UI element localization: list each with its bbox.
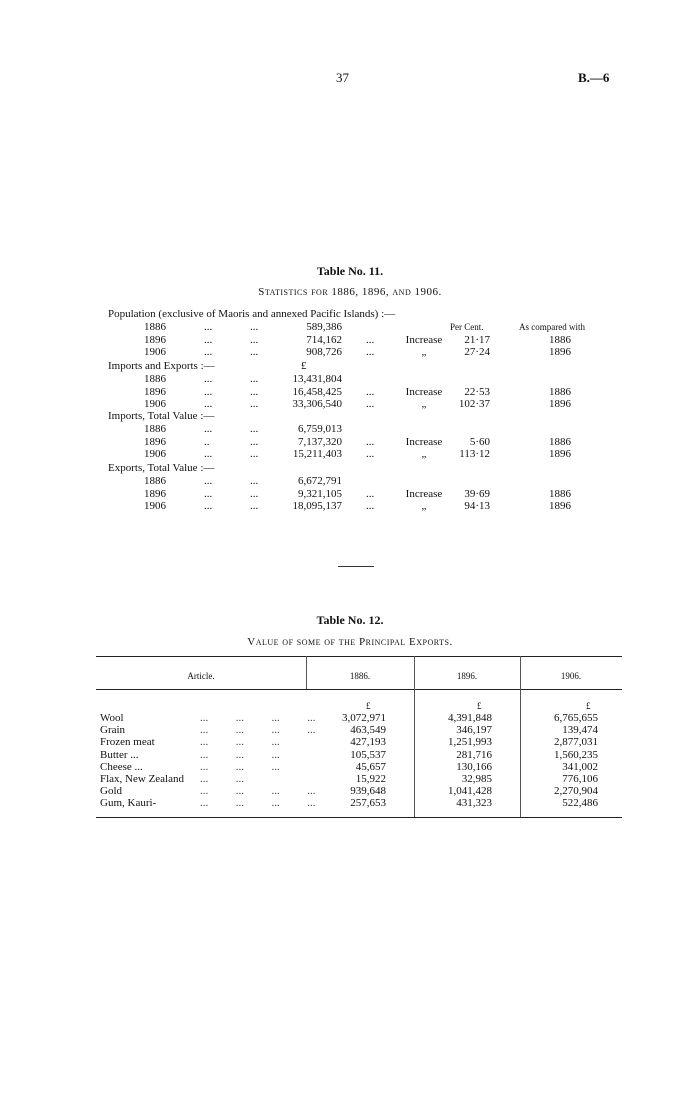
leader-dots: ...	[204, 398, 213, 410]
value-1906: 522,486	[562, 797, 598, 810]
article-name: Gum, Kauri-	[100, 797, 157, 810]
row-value: 6,759,013	[298, 423, 342, 435]
row-year: 1896	[144, 385, 166, 398]
row-change: „	[421, 398, 427, 410]
row-percent: 39·69	[464, 487, 490, 500]
leader-dots: ...	[250, 373, 259, 385]
leader-dots: ...	[366, 448, 375, 460]
row-value: 7,137,320	[298, 435, 342, 448]
row-compared: 1896	[549, 346, 571, 358]
imports-label: Imports, Total Value :—	[108, 410, 215, 422]
row-value: 13,431,804	[292, 373, 342, 385]
leader-dots: ... ... ...	[200, 736, 280, 749]
row-value: 15,211,403	[292, 448, 342, 460]
article-name: Butter ...	[100, 748, 139, 761]
row-percent: 102·37	[458, 398, 490, 410]
leader-dots: ..	[204, 435, 210, 448]
row-percent: 21·17	[464, 333, 490, 346]
row-year: 1886	[144, 373, 166, 385]
leader-dots: ...	[250, 398, 259, 410]
document-reference: B.—6	[578, 70, 610, 85]
article-name: Frozen meat	[100, 736, 155, 749]
row-compared: 1896	[549, 500, 571, 512]
leader-dots: ... ... ... ...	[200, 724, 316, 737]
currency-1886: £	[366, 701, 371, 711]
row-year: 1896	[144, 487, 166, 500]
leader-dots: ...	[250, 435, 259, 448]
leader-dots: ...	[366, 398, 375, 410]
header-1906: 1906.	[560, 671, 582, 681]
row-percent: 94·13	[464, 500, 490, 512]
row-percent: 27·24	[464, 346, 490, 358]
leader-dots: ...	[204, 475, 213, 487]
row-change: „	[421, 346, 427, 358]
currency-1896: £	[477, 701, 482, 711]
value-1886: 45,657	[355, 760, 386, 773]
row-year: 1896	[144, 435, 166, 448]
leader-dots: ... ... ... ...	[200, 785, 316, 798]
leader-dots: ...	[204, 385, 213, 398]
row-percent: 22·53	[464, 385, 490, 398]
trade-currency: £	[301, 360, 307, 372]
exports-label: Exports, Total Value :—	[108, 462, 215, 474]
row-value: 18,095,137	[292, 500, 342, 512]
row-value: 714,162	[306, 333, 342, 346]
value-1906: 341,002	[562, 760, 598, 773]
value-1886: 427,193	[350, 736, 386, 749]
row-year: 1886	[144, 475, 166, 487]
value-1906: 6,765,655	[554, 712, 598, 724]
table-11-title: Table No. 11.	[316, 264, 384, 278]
leader-dots: ...	[204, 423, 213, 435]
row-change: Increase	[405, 385, 443, 398]
value-1886: 3,072,971	[342, 712, 386, 724]
row-compared: 1886	[549, 435, 571, 448]
row-value: 33,306,540	[292, 398, 342, 410]
row-year: 1906	[144, 448, 166, 460]
value-1896: 32,985	[461, 773, 492, 785]
leader-dots: ...	[250, 475, 259, 487]
leader-dots: ...	[366, 385, 375, 398]
row-value: 16,458,425	[292, 385, 342, 398]
percent-header: Per Cent.	[450, 322, 484, 332]
value-1906: 139,474	[562, 724, 598, 737]
table-12-title: Table No. 12.	[316, 613, 384, 627]
row-year: 1906	[144, 398, 166, 410]
row-compared: 1896	[549, 448, 571, 460]
header-1896: 1896.	[456, 671, 478, 681]
leader-dots: ... ... ... ...	[200, 797, 316, 810]
leader-dots: ...	[250, 500, 259, 512]
row-value: 908,726	[306, 346, 342, 358]
value-1906: 776,106	[562, 773, 598, 785]
value-1886: 463,549	[350, 724, 386, 737]
article-name: Wool	[100, 712, 124, 724]
leader-dots: ...	[250, 385, 259, 398]
value-1886: 257,653	[350, 797, 386, 810]
leader-dots: ...	[204, 487, 213, 500]
compared-header: As compared with	[519, 322, 585, 332]
leader-dots: ...	[204, 333, 213, 346]
leader-dots: ... ...	[200, 773, 244, 785]
row-value: 589,386	[306, 321, 342, 333]
leader-dots: ...	[204, 346, 213, 358]
leader-dots: ...	[250, 423, 259, 435]
article-name: Gold	[100, 785, 122, 798]
row-value: 9,321,105	[298, 487, 342, 500]
leader-dots: ...	[250, 333, 259, 346]
article-name: Grain	[100, 724, 126, 737]
leader-dots: ... ... ...	[200, 748, 280, 761]
row-value: 6,672,791	[298, 475, 342, 487]
leader-dots: ...	[366, 435, 375, 448]
row-percent: 5·60	[469, 435, 490, 448]
table-11-subtitle: Statistics for 1886, 1896, and 1906.	[258, 286, 442, 298]
value-1896: 346,197	[456, 724, 492, 737]
trade-label: Imports and Exports :—	[108, 360, 215, 372]
row-compared: 1896	[549, 398, 571, 410]
currency-1906: £	[586, 701, 591, 711]
leader-dots: ...	[204, 500, 213, 512]
leader-dots: ...	[250, 321, 259, 333]
value-1886: 15,922	[355, 773, 386, 785]
row-compared: 1886	[549, 487, 571, 500]
row-change: „	[421, 500, 427, 512]
leader-dots: ...	[250, 487, 259, 500]
row-compared: 1886	[549, 385, 571, 398]
row-change: Increase	[405, 435, 443, 448]
value-1896: 4,391,848	[448, 712, 492, 724]
value-1896: 1,041,428	[448, 785, 492, 798]
leader-dots: ...	[366, 333, 375, 346]
table-12-header-rule	[96, 689, 622, 690]
leader-dots: ... ... ...	[200, 760, 280, 773]
leader-dots: ...	[204, 448, 213, 460]
row-change: Increase	[405, 487, 443, 500]
table-12-subtitle: Value of some of the Principal Exports.	[247, 636, 453, 648]
value-1896: 130,166	[456, 760, 492, 773]
table-12-bottom-rule	[96, 817, 622, 818]
value-1906: 1,560,235	[554, 748, 598, 761]
leader-dots: ...	[366, 487, 375, 500]
leader-dots: ...	[366, 500, 375, 512]
value-1896: 1,251,993	[448, 736, 492, 749]
article-name: Cheese ...	[100, 760, 143, 773]
row-change: „	[421, 448, 427, 460]
leader-dots: ...	[204, 321, 213, 333]
population-label: Population (exclusive of Maoris and annexed Pacific Islands) :—	[108, 308, 396, 320]
row-year: 1886	[144, 321, 166, 333]
row-year: 1906	[144, 346, 166, 358]
row-change: Increase	[405, 333, 443, 346]
table-12-top-rule	[96, 656, 622, 657]
row-year: 1906	[144, 500, 166, 512]
value-1906: 2,270,904	[554, 785, 598, 798]
article-name: Flax, New Zealand	[100, 773, 184, 785]
leader-dots: ...	[204, 373, 213, 385]
row-compared: 1886	[549, 333, 571, 346]
leader-dots: ... ... ... ...	[200, 712, 316, 724]
value-1896: 431,323	[456, 797, 492, 810]
value-1886: 939,648	[350, 785, 386, 798]
row-year: 1886	[144, 423, 166, 435]
row-percent: 113·12	[459, 448, 490, 460]
value-1906: 2,877,031	[554, 736, 598, 749]
leader-dots: ...	[250, 346, 259, 358]
leader-dots: ...	[250, 448, 259, 460]
row-year: 1896	[144, 333, 166, 346]
leader-dots: ...	[366, 346, 375, 358]
value-1886: 105,537	[350, 748, 386, 761]
section-divider	[338, 566, 374, 567]
header-article: Article.	[187, 671, 215, 681]
header-1886: 1886.	[349, 671, 371, 681]
page-number: 37	[336, 70, 349, 85]
value-1896: 281,716	[456, 748, 492, 761]
